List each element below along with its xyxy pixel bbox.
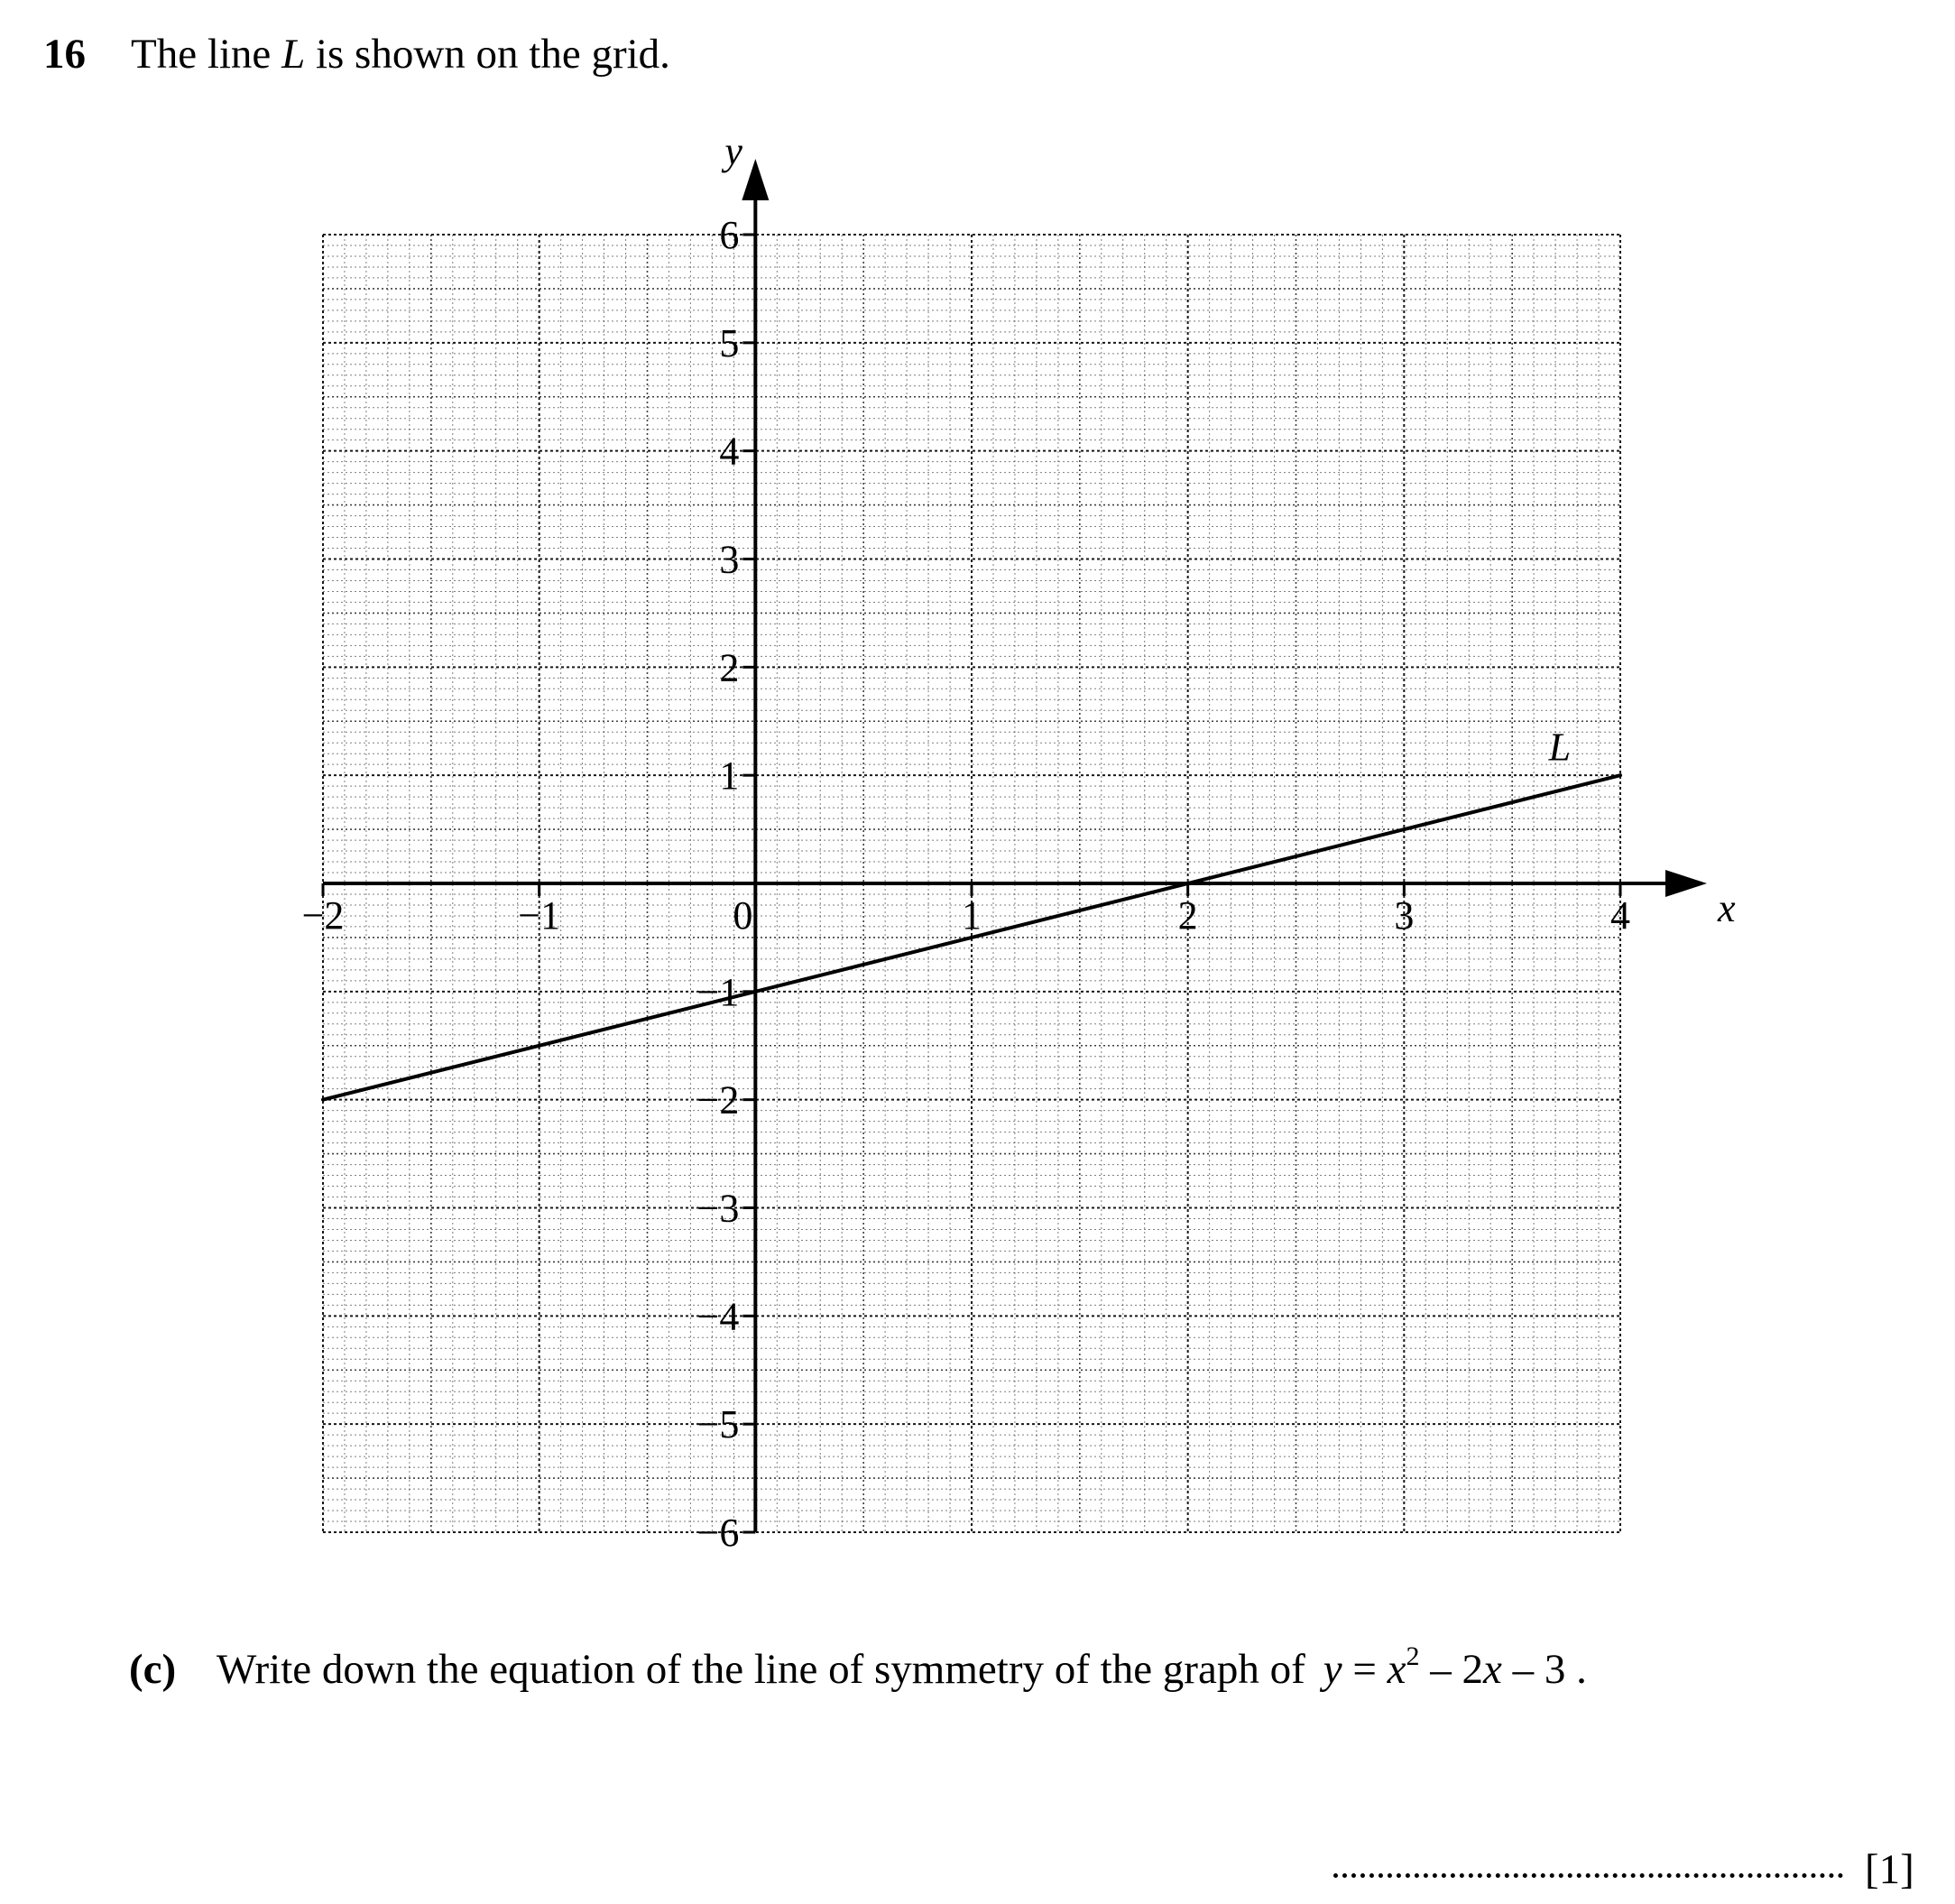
x-tick-label: −1 [518, 893, 561, 938]
x-axis-arrow [1665, 870, 1707, 897]
x-tick-label: 4 [1610, 893, 1630, 938]
x-tick-label: −2 [301, 893, 345, 938]
y-tick-label: −5 [696, 1402, 740, 1447]
y-tick-label: −6 [696, 1511, 740, 1555]
part-c-question [129, 1628, 1587, 1698]
part-c-text: Write down the equation of the line of symmetry of the graph of [217, 1646, 1305, 1693]
y-axis-arrow [742, 159, 769, 200]
part-label: (c) [129, 1646, 177, 1693]
y-tick-label: 2 [719, 645, 740, 690]
y-axis-label: y [724, 129, 742, 173]
y-tick-label: 6 [719, 213, 740, 257]
x-tick-label: 3 [1394, 893, 1415, 938]
marks-label: [1] [1865, 1846, 1914, 1893]
y-tick-label: 4 [719, 429, 740, 474]
x-tick-label: 1 [962, 893, 982, 938]
axes [323, 129, 1736, 1532]
y-tick-label: −3 [696, 1186, 740, 1231]
y-tick-label: 5 [719, 320, 740, 365]
answer-line [1333, 1841, 1914, 1899]
y-tick-label: −2 [696, 1077, 740, 1123]
line-L-label: L [1548, 725, 1572, 770]
question-number: 16 [43, 31, 86, 78]
equation: $y = x^2 - 2x - 3$ . [1323, 1641, 1587, 1693]
y-tick-label: 3 [719, 537, 740, 582]
answer-dotted-line[interactable] [1333, 1873, 1843, 1878]
x-axis-label: x [1718, 886, 1736, 930]
question-text: The line L is shown on the grid. [131, 31, 670, 78]
y-tick-label: −4 [696, 1294, 740, 1339]
y-tick-label: 1 [719, 753, 740, 799]
x-tick-label: 2 [1177, 893, 1198, 938]
y-tick-label: −1 [696, 969, 740, 1014]
origin-label: 0 [733, 893, 753, 938]
